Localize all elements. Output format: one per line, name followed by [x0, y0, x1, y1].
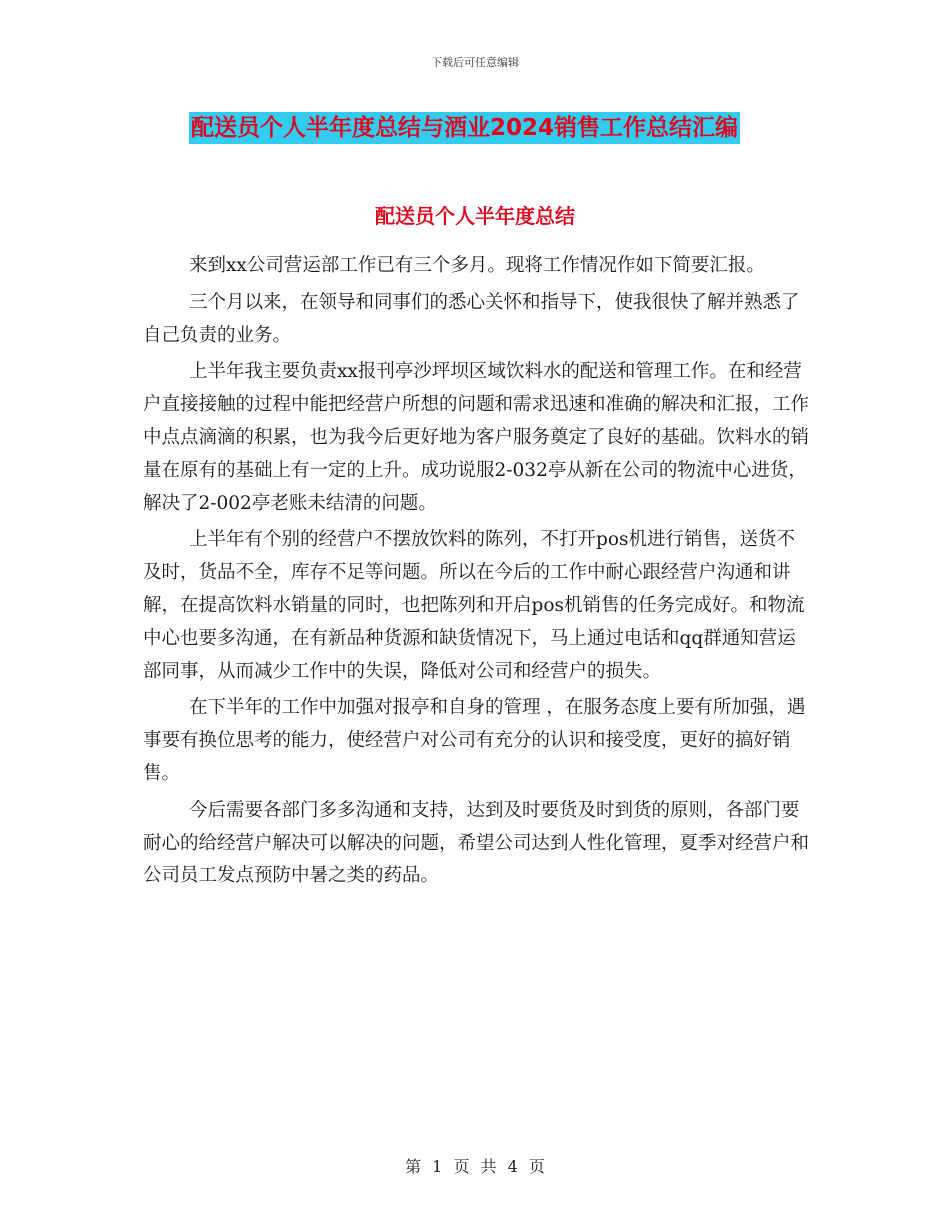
- paragraph-6: 今后需要各部门多多沟通和支持，达到及时要货及时到货的原则，各部门要耐心的给经营户解决可以解决的问题，希望公司达到人性化管理，夏季对经营户和公司员工发点预防中暑之类的药品。: [143, 799, 810, 887]
- page-number-footer: 第 1 页 共 4 页: [405, 1157, 545, 1176]
- paragraph-1: 来到xx公司营运部工作已有三个多月。现将工作情况作如下简要汇报。: [189, 255, 765, 276]
- paragraph-3: 上半年我主要负责xx报刊亭沙坪坝区域饮料水的配送和管理工作。在和经营户直接接触的过程中能把经营户所想的问题和需求迅速和准确的解决和汇报，工作中点点滴滴的积累，也为我今后更好地为客户服务奠定了良好的基础。饮料水的销量在原有的基础上有一定的上升。成功说服2-032亭从新在公司的物流中心进货，解决了2-002亭老账未结清的问题。: [143, 361, 810, 514]
- document-body: [143, 250, 813, 897]
- paragraph-5: 在下半年的工作中加强对报亭和自身的管理 ，在服务态度上要有所加强，遇事要有换位思考的能力，使经营户对公司有充分的认识和接受度，更好的搞好销售。: [143, 697, 806, 784]
- section-title: 配送员个人半年度总结: [375, 204, 575, 228]
- header-note: 下载后可任意编辑: [431, 56, 519, 69]
- paragraph-2: 三个月以来，在领导和同事们的悉心关怀和指导下，使我很快了解并熟悉了自己负责的业务。: [143, 291, 800, 346]
- paragraph-4: 上半年有个别的经营户不摆放饮料的陈列，不打开pos机进行销售，送货不及时，货品不全，库存不足等问题。所以在今后的工作中耐心跟经营户沟通和讲解，在提高饮料水销量的同时，也把陈列和开启pos机销售的任务完成好。和物流中心也要多沟通，在有新品种货源和缺货情况下，马上通过电话和qq群通知营运部同事，从而减少工作中的失误，降低对公司和经营户的损失。: [143, 529, 805, 682]
- document-title: 配送员个人半年度总结与酒业2024销售工作总结汇编: [189, 112, 740, 144]
